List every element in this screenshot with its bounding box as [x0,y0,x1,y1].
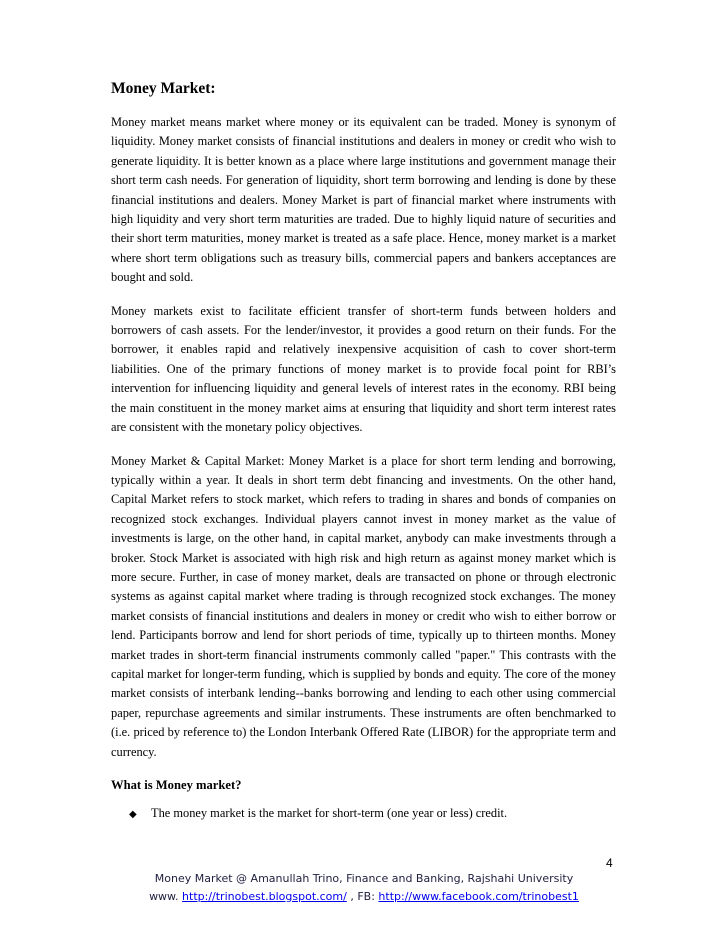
subheading: What is Money market? [111,778,242,792]
page-number: 4 [606,856,613,870]
list-item [129,804,616,824]
page-footer [0,870,728,906]
paragraph-purpose: Money markets exist to facilitate efficient transfer of short-term funds between holders and borrowers of cash assets. For the lender/investor, it provides a good return on their funds. For the borrower, it enables rapid and relatively inexpensive acquisition of cash to cover short-term liabilities. One of the primary functions of money market is to provide focal point for RBI’s intervention for influencing liquidity and general levels of interest rates in the economy. RBI being the main constituent in the money market aims at ensuring that liquidity and short term interest rates are consistent with the monetary policy objectives. [111,303,616,435]
section-title: Money Market: [111,80,216,97]
footer-separator: , FB: [346,890,379,903]
footer-credit: Money Market @ Amanullah Trino, Finance and Banking, Rajshahi University [154,872,574,885]
footer-www-prefix: www. [149,890,183,903]
document-body [111,80,616,824]
blog-link[interactable]: http://trinobest.blogspot.com/ [182,890,347,903]
footer-links [0,888,728,906]
list-item-text: The money market is the market for short-term (one year or less) credit. [151,806,508,820]
paragraph-definition: Money market means market where money or its equivalent can be traded. Money is synonym of liquidity. Money market consists of financial institutions and dealers in money or credit who wish to generate liquidity. It is better known as a place where large institutions and government manage their short term cash needs. For generation of liquidity, short term borrowing and lending is done by these financial institutions and dealers. Money Market is part of financial market where instruments with high liquidity and very short term maturities are traded. Due to highly liquid nature of securities and their short term maturities, money market is treated as a safe place. Hence, money market is a market where short term obligations such as treasury bills, commercial papers and bankers acceptances are bought and sold. [111,115,616,285]
diamond-bullet-icon: ◆ [129,809,137,820]
paragraph-comparison: Money Market & Capital Market: Money Market is a place for short term lending and borrowing, typically within a year. It deals in short term debt financing and investments. On the other hand, Capital Market refers to stock market, which refers to trading in shares and bonds of companies on recognized stock exchanges. Individual players cannot invest in money market as the value of investments is large, on the other hand, in capital market, anybody can make investments through a broker. Stock Market is associated with high risk and high return as against money market which is more secure. Further, in case of money market, deals are transacted on phone or through electronic systems as against capital market where trading is through recognized stock exchanges. The money market consists of financial institutions and dealers in money or credit who wish to either borrow or lend. Participants borrow and lend for short periods of time, typically up to thirteen months. Money market trades in short-term financial instruments commonly called "paper." This contrasts with the capital market for longer-term funding, which is supplied by bonds and equity. The core of the money market consists of interbank lending--banks borrowing and lending to each other using commercial paper, repurchase agreements and similar instruments. These instruments are often benchmarked to (i.e. priced by reference to) the London Interbank Offered Rate (LIBOR) for the appropriate term and currency. [111,453,616,759]
bullet-list [111,804,616,824]
facebook-link[interactable]: http://www.facebook.com/trinobest1 [378,890,579,903]
